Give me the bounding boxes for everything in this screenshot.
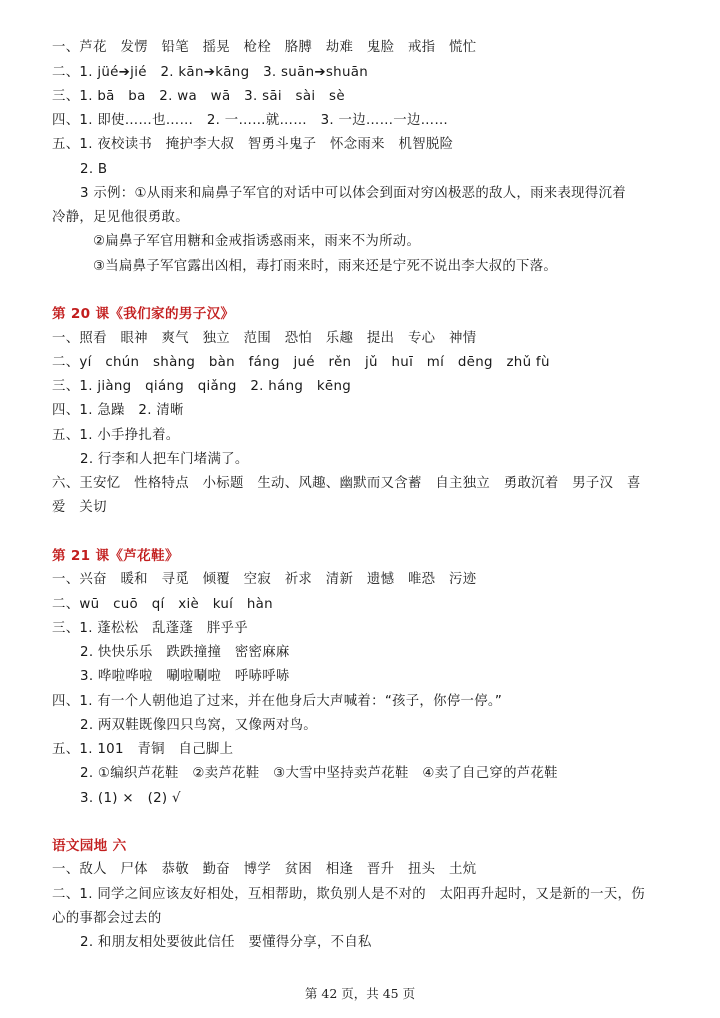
answer-line: 二、1. jüé➔jié 2. kān➔kāng 3. suān➔shuān	[52, 65, 369, 80]
answer-line: 爱 关切	[52, 500, 107, 515]
answer-line: 2. ①编织芦花鞋 ②卖芦花鞋 ③大雪中坚持卖芦花鞋 ④卖了自己穿的芦花鞋	[80, 766, 558, 781]
answer-line: 二、wū cuō qí xiè kuí hàn	[52, 597, 273, 612]
answer-line: 五、1. 夜校读书 掩护李大叔 智勇斗鬼子 怀念雨来 机智脱险	[52, 137, 454, 152]
answer-line: 心的事都会过去的	[52, 911, 162, 926]
answer-line: 2. 行李和人把车门堵满了。	[80, 452, 249, 467]
answer-line: 一、照看 眼神 爽气 独立 范围 恐怕 乐趣 提出 专心 神情	[52, 331, 477, 346]
answer-line: 2. 两双鞋既像四只鸟窝，又像两对鸟。	[80, 718, 317, 733]
answer-line: 一、兴奋 暖和 寻觅 倾覆 空寂 祈求 清新 遗憾 唯恐 污迹	[52, 572, 477, 587]
answer-line: 二、1. 同学之间应该友好相处，互相帮助，欺负别人是不对的 太阳再升起时，又是新的一天，伤	[52, 887, 645, 902]
answer-line: 三、1. jiàng qiáng qiǎng 2. háng kēng	[52, 379, 352, 394]
page-number-footer: 第 42 页，共 45 页	[304, 986, 416, 1001]
answer-line: 三、1. bā ba 2. wa wā 3. sāi sài sè	[52, 89, 345, 104]
answer-line: 2. B	[80, 162, 108, 177]
answer-line: 2. 和朋友相处要彼此信任 要懂得分享，不自私	[80, 935, 372, 950]
answer-line: ②扁鼻子军官用糖和金戒指诱惑雨来，雨来不为所动。	[93, 234, 421, 249]
answer-line: 一、芦花 发愣 铅笔 摇晃 枪栓 胳膊 劫难 鬼脸 戒指 慌忙	[52, 40, 477, 55]
answer-line: 3. (1) × (2) √	[80, 791, 181, 806]
answer-line: 2. 快快乐乐 跌跌撞撞 密密麻麻	[80, 645, 290, 660]
answer-line: 四、1. 即使……也…… 2. 一……就…… 3. 一边……一边……	[52, 113, 449, 128]
lesson-heading: 第 21 课《芦花鞋》	[52, 548, 179, 564]
section-heading: 语文园地 六	[52, 838, 127, 854]
answer-line: 四、1. 急躁 2. 清晰	[52, 403, 184, 418]
answer-line: 一、敌人 尸体 恭敬 勤奋 博学 贫困 相逢 晋升 扭头 土炕	[52, 862, 477, 877]
answer-line: 冷静，足见他很勇敢。	[52, 210, 189, 225]
answer-line: 二、yí chún shàng bàn fáng jué rěn jǔ huī mí dēng zhǔ fù	[52, 355, 550, 370]
lesson-heading: 第 20 课《我们家的男子汉》	[52, 306, 235, 322]
answer-line: 三、1. 蓬松松 乱蓬蓬 胖乎乎	[52, 621, 248, 636]
answer-line: 四、1. 有一个人朝他追了过来，并在他身后大声喊着：“孩子，你停一停。”	[52, 694, 503, 709]
answer-line: 五、1. 小手挣扎着。	[52, 428, 180, 443]
answer-line: ③当扁鼻子军官露出凶相，毒打雨来时，雨来还是宁死不说出李大叔的下落。	[93, 259, 558, 274]
answer-line: 3 示例：①从雨来和扁鼻子军官的对话中可以体会到面对穷凶极恶的敌人，雨来表现得沉着	[80, 186, 626, 201]
answer-line: 五、1. 101 青铜 自己脚上	[52, 742, 234, 757]
answer-line: 六、王安忆 性格特点 小标题 生动、风趣、幽默而又含蓄 自主独立 勇敢沉着 男子汉 喜	[52, 476, 641, 491]
answer-line: 3. 哗啦哗啦 唰啦唰啦 呼哧呼哧	[80, 669, 290, 684]
